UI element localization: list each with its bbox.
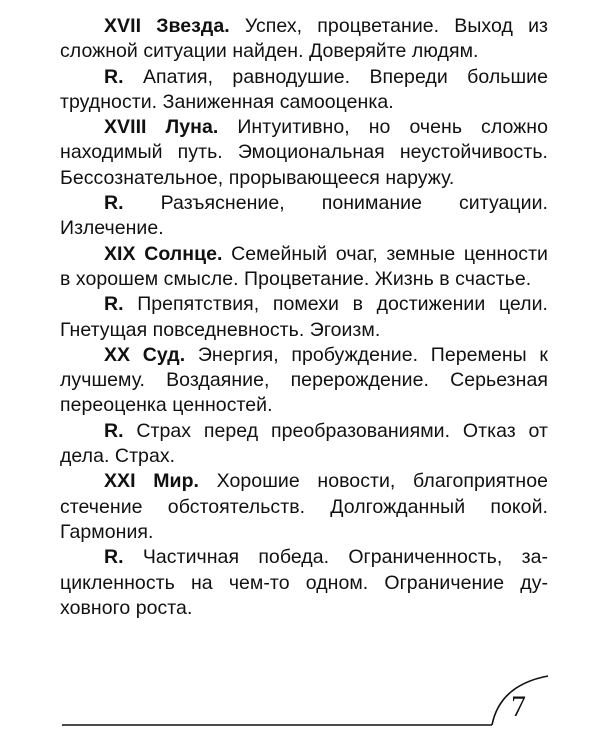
entry-heading: R. — [104, 419, 124, 442]
entry-text: Энергия, пробуждение. Перемены к лучшему. Воздаяние, перерождение. Серьезная переоценка ценностей. — [60, 343, 548, 417]
entry-star — [60, 14, 548, 65]
entry-heading: XVIII Луна. — [104, 116, 219, 139]
entry-world — [60, 469, 548, 545]
entry-heading: XVII Звезда. — [104, 15, 230, 37]
entry-sun — [60, 242, 548, 293]
entry-star-reversed — [60, 65, 548, 116]
entry-text: Успех, процветание. Выход из сложной ситуации найден. Доверяйте людям. — [60, 15, 549, 63]
entry-text: Хорошие новости, благоприятное стечение обстоятельств. Долгожданный покой. Гармония. — [60, 470, 549, 543]
entry-text: Семейный очаг, земные ценности в хорошем смысле. Процветание. Жизнь в счастье. — [60, 242, 548, 290]
entry-heading: XXI Мир. — [104, 470, 200, 493]
entry-text: Страх перед преобразованиями. Отказ от дела. Страх. — [60, 419, 548, 468]
entry-heading: R. — [104, 65, 124, 88]
footer-rule — [0, 660, 600, 750]
entry-text: Апатия, равнодушие. Впереди большие трудности. Заниженная самооценка. — [60, 65, 548, 113]
page-footer — [0, 660, 600, 750]
entry-moon-reversed — [60, 191, 548, 242]
entry-text: Препятствия, помехи в достижении цели. Гнетущая повседневность. Эгоизм. — [60, 293, 548, 341]
page-number: 7 — [511, 690, 526, 723]
entry-heading: XIX Солнце. — [104, 242, 223, 265]
entry-world-reversed — [60, 545, 548, 621]
entry-heading: XX Суд. — [104, 343, 186, 366]
entry-text: Интуитивно, но очень сложно находимый путь. Эмоциональная неустойчивость. Бессознательное, прорывающееся наружу. — [60, 116, 548, 189]
entry-sun-reversed — [60, 292, 548, 343]
entry-text: Разъяснение, понимание ситуации. Излечение. — [60, 192, 548, 240]
entry-judgement — [60, 343, 548, 419]
entry-moon — [60, 115, 548, 191]
page-body — [60, 14, 548, 621]
entry-heading: R. — [104, 192, 124, 215]
entry-heading: R. — [104, 293, 124, 316]
entry-judgement-reversed — [60, 419, 548, 470]
entry-text: Частичная победа. Ограниченность, зацикленность на чем-то одном. Ограничение духовного роста. — [60, 546, 548, 619]
entry-heading: R. — [104, 546, 124, 569]
